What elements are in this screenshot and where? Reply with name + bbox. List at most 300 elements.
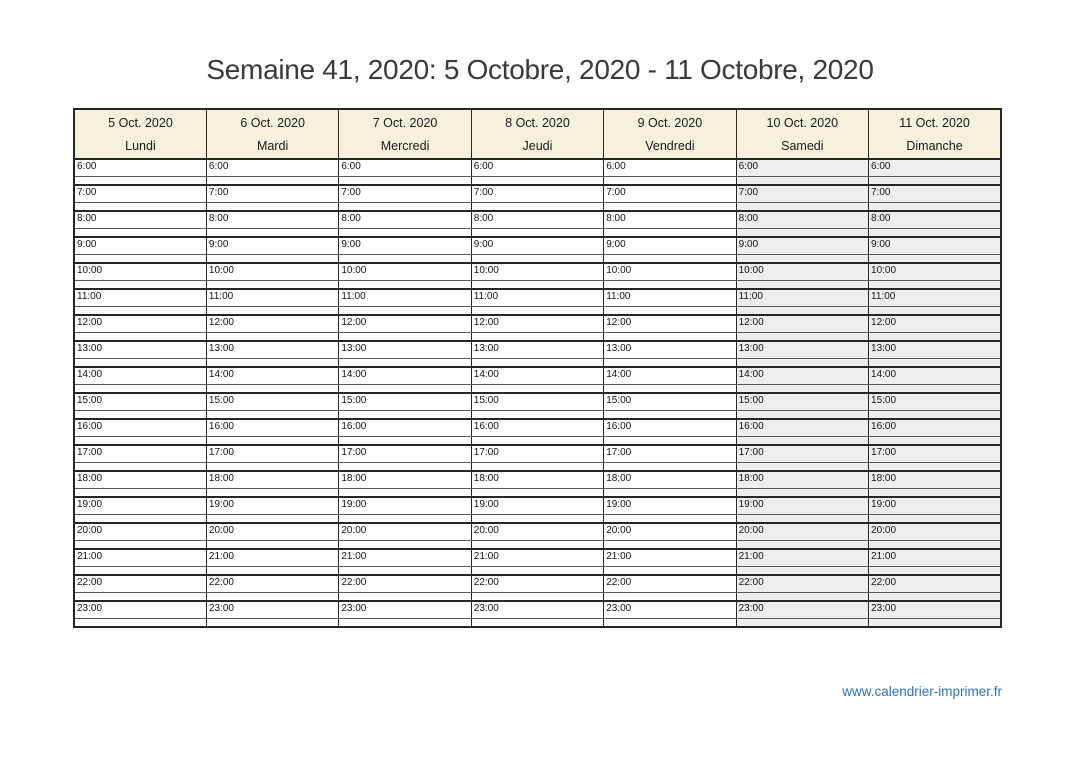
slot-cell <box>471 332 603 341</box>
slot-cell <box>736 228 868 237</box>
time-cell <box>869 315 1001 332</box>
time-label: 8:00 <box>871 213 891 224</box>
slot-cell <box>869 592 1001 601</box>
slot-cell <box>339 176 471 185</box>
day-header-date: 5 Oct. 2020 <box>108 116 173 130</box>
time-label: 12:00 <box>341 317 367 328</box>
hour-slot-row <box>74 280 1001 289</box>
slot-cell <box>869 566 1001 575</box>
slot-cell <box>869 462 1001 471</box>
time-label: 19:00 <box>606 499 632 510</box>
slot-cell <box>869 228 1001 237</box>
time-label: 7:00 <box>606 187 626 198</box>
slot-cell <box>339 202 471 211</box>
hour-slot-row <box>74 176 1001 185</box>
hour-slot-row <box>74 462 1001 471</box>
hour-label-row <box>74 471 1001 488</box>
day-header-date: 10 Oct. 2020 <box>766 116 839 130</box>
time-label: 17:00 <box>738 447 764 458</box>
slot-cell <box>74 514 206 523</box>
time-cell <box>869 445 1001 462</box>
time-label: 6:00 <box>606 161 626 172</box>
time-cell <box>869 263 1001 280</box>
slot-cell <box>604 332 736 341</box>
time-label: 15:00 <box>77 395 103 406</box>
time-label: 12:00 <box>208 317 234 328</box>
time-cell <box>736 497 868 514</box>
time-cell <box>604 419 736 436</box>
time-cell <box>604 289 736 306</box>
time-cell <box>604 497 736 514</box>
time-label: 9:00 <box>606 239 626 250</box>
time-cell <box>74 419 206 436</box>
day-header-samedi <box>736 109 868 159</box>
time-cell <box>339 419 471 436</box>
time-label: 9:00 <box>473 239 494 250</box>
slot-cell <box>869 358 1001 367</box>
time-cell <box>206 393 338 410</box>
time-label: 15:00 <box>208 395 234 406</box>
time-label: 17:00 <box>341 447 367 458</box>
hour-slot-row <box>74 358 1001 367</box>
slot-cell <box>206 384 338 393</box>
time-cell <box>206 471 338 488</box>
slot-cell <box>339 332 471 341</box>
time-label: 8:00 <box>606 213 626 224</box>
day-header-lundi <box>74 109 206 159</box>
day-header-name: Vendredi <box>645 139 695 153</box>
time-cell <box>206 237 338 254</box>
time-label: 23:00 <box>341 603 367 614</box>
time-label: 15:00 <box>871 395 897 406</box>
time-cell <box>604 315 736 332</box>
time-cell <box>339 263 471 280</box>
slot-cell <box>736 540 868 549</box>
time-cell <box>869 393 1001 410</box>
hour-label-row <box>74 419 1001 436</box>
time-cell <box>604 575 736 592</box>
time-cell <box>74 367 206 384</box>
time-label: 13:00 <box>606 343 632 354</box>
time-cell <box>736 575 868 592</box>
time-cell <box>604 211 736 228</box>
time-label: 14:00 <box>341 369 367 380</box>
hour-label-row <box>74 445 1001 462</box>
time-label: 18:00 <box>341 473 367 484</box>
time-cell <box>736 393 868 410</box>
time-label: 11:00 <box>871 291 896 302</box>
day-header-date: 6 Oct. 2020 <box>240 116 305 130</box>
time-cell <box>74 445 206 462</box>
slot-cell <box>339 254 471 263</box>
slot-cell <box>869 436 1001 445</box>
time-cell <box>471 211 603 228</box>
time-label: 22:00 <box>871 577 897 588</box>
page-title: Semaine 41, 2020: 5 Octobre, 2020 - 11 Octobre, 2020 <box>206 54 874 85</box>
time-cell <box>604 445 736 462</box>
day-header-name: Jeudi <box>522 139 553 153</box>
slot-cell <box>604 436 736 445</box>
time-label: 16:00 <box>77 421 103 432</box>
time-label: 20:00 <box>738 525 764 536</box>
time-cell <box>339 601 471 618</box>
time-label: 22:00 <box>208 577 234 588</box>
time-cell <box>339 445 471 462</box>
time-label: 15:00 <box>606 395 632 406</box>
time-cell <box>471 601 603 618</box>
day-header-row <box>74 109 1001 159</box>
time-cell <box>604 185 736 202</box>
time-label: 18:00 <box>871 473 897 484</box>
slot-cell <box>736 254 868 263</box>
slot-cell <box>471 384 603 393</box>
time-label: 22:00 <box>473 577 499 588</box>
time-cell <box>736 549 868 566</box>
time-label: 6:00 <box>77 161 97 172</box>
slot-cell <box>604 410 736 419</box>
time-cell <box>339 237 471 254</box>
hour-label-row <box>74 211 1001 228</box>
time-cell <box>604 549 736 566</box>
slot-cell <box>471 436 603 445</box>
time-label: 13:00 <box>341 343 367 354</box>
time-label: 10:00 <box>77 265 103 276</box>
day-header-name: Lundi <box>125 139 156 153</box>
time-cell <box>339 341 471 358</box>
time-label: 10:00 <box>473 265 499 276</box>
time-label: 15:00 <box>738 395 764 406</box>
time-label: 11:00 <box>341 291 366 302</box>
time-cell <box>736 315 868 332</box>
time-cell <box>74 315 206 332</box>
slot-cell <box>471 254 603 263</box>
time-cell <box>206 185 338 202</box>
time-cell <box>339 185 471 202</box>
time-cell <box>206 497 338 514</box>
slot-cell <box>471 176 603 185</box>
time-label: 6:00 <box>473 161 494 172</box>
time-label: 20:00 <box>606 525 632 536</box>
slot-cell <box>206 228 338 237</box>
time-cell <box>869 185 1001 202</box>
slot-cell <box>471 488 603 497</box>
time-label: 19:00 <box>341 499 367 510</box>
time-label: 14:00 <box>77 369 103 380</box>
footer-link[interactable]: www.calendrier-imprimer.fr <box>842 684 1002 699</box>
time-cell <box>736 445 868 462</box>
time-cell <box>471 445 603 462</box>
slot-cell <box>736 358 868 367</box>
slot-cell <box>74 254 206 263</box>
time-cell <box>471 393 603 410</box>
day-header-vendredi <box>604 109 736 159</box>
time-cell <box>339 523 471 540</box>
day-header-date: 7 Oct. 2020 <box>372 116 438 130</box>
time-cell <box>339 289 471 306</box>
time-label: 22:00 <box>738 577 764 588</box>
time-label: 21:00 <box>738 551 764 562</box>
slot-cell <box>736 202 868 211</box>
time-cell <box>869 211 1001 228</box>
time-cell <box>206 367 338 384</box>
hour-label-row <box>74 263 1001 280</box>
time-cell <box>471 523 603 540</box>
time-label: 12:00 <box>738 317 764 328</box>
time-cell <box>869 159 1001 176</box>
time-label: 10:00 <box>606 265 632 276</box>
time-label: 20:00 <box>341 525 367 536</box>
slot-cell <box>74 618 206 627</box>
day-header-name: Mardi <box>257 139 289 153</box>
time-label: 11:00 <box>208 291 234 302</box>
slot-cell <box>206 462 338 471</box>
slot-cell <box>471 410 603 419</box>
slot-cell <box>471 566 603 575</box>
slot-cell <box>74 566 206 575</box>
hour-slot-row <box>74 618 1001 627</box>
time-label: 18:00 <box>738 473 764 484</box>
slot-cell <box>74 384 206 393</box>
time-cell <box>339 367 471 384</box>
time-cell <box>74 497 206 514</box>
slot-cell <box>604 306 736 315</box>
time-label: 7:00 <box>208 187 229 198</box>
slot-cell <box>339 618 471 627</box>
slot-cell <box>471 202 603 211</box>
slot-cell <box>471 540 603 549</box>
hour-slot-row <box>74 254 1001 263</box>
time-cell <box>471 549 603 566</box>
slot-cell <box>869 540 1001 549</box>
time-cell <box>471 263 603 280</box>
time-label: 18:00 <box>77 473 103 484</box>
slot-cell <box>339 280 471 289</box>
hour-slot-row <box>74 410 1001 419</box>
time-cell <box>869 497 1001 514</box>
time-label: 12:00 <box>77 317 103 328</box>
time-cell <box>869 341 1001 358</box>
slot-cell <box>869 202 1001 211</box>
time-label: 23:00 <box>606 603 632 614</box>
slot-cell <box>206 306 338 315</box>
time-label: 7:00 <box>77 187 97 198</box>
slot-cell <box>206 254 338 263</box>
time-cell <box>339 393 471 410</box>
time-cell <box>869 471 1001 488</box>
slot-cell <box>339 566 471 575</box>
time-label: 12:00 <box>473 317 499 328</box>
slot-cell <box>206 592 338 601</box>
time-cell <box>736 237 868 254</box>
time-label: 16:00 <box>341 421 367 432</box>
time-label: 16:00 <box>606 421 632 432</box>
hour-label-row <box>74 497 1001 514</box>
slot-cell <box>869 514 1001 523</box>
time-label: 20:00 <box>208 525 234 536</box>
time-label: 17:00 <box>208 447 234 458</box>
time-cell <box>74 393 206 410</box>
time-label: 15:00 <box>341 395 367 406</box>
slot-cell <box>74 228 206 237</box>
time-label: 16:00 <box>738 421 764 432</box>
slot-cell <box>74 462 206 471</box>
hour-label-row <box>74 523 1001 540</box>
hour-label-row <box>74 367 1001 384</box>
slot-cell <box>736 306 868 315</box>
time-label: 21:00 <box>871 551 897 562</box>
slot-cell <box>339 540 471 549</box>
time-label: 19:00 <box>473 499 499 510</box>
hour-slot-row <box>74 202 1001 211</box>
time-label: 15:00 <box>473 395 499 406</box>
hour-label-row <box>74 315 1001 332</box>
hour-slot-row <box>74 436 1001 445</box>
time-label: 23:00 <box>473 603 499 614</box>
time-cell <box>339 549 471 566</box>
time-label: 14:00 <box>473 369 499 380</box>
slot-cell <box>604 228 736 237</box>
time-cell <box>74 575 206 592</box>
day-header-date: 9 Oct. 2020 <box>637 116 703 130</box>
time-label: 23:00 <box>871 603 897 614</box>
time-label: 10:00 <box>738 265 764 276</box>
slot-cell <box>471 306 603 315</box>
time-cell <box>736 289 868 306</box>
day-header-name: Dimanche <box>906 139 963 153</box>
slot-cell <box>471 462 603 471</box>
time-cell <box>736 601 868 618</box>
time-label: 13:00 <box>77 343 103 354</box>
time-cell <box>74 523 206 540</box>
time-cell <box>736 471 868 488</box>
time-label: 10:00 <box>208 265 234 276</box>
time-cell <box>206 289 338 306</box>
slot-cell <box>74 358 206 367</box>
time-cell <box>604 393 736 410</box>
slot-cell <box>74 540 206 549</box>
time-cell <box>604 471 736 488</box>
slot-cell <box>604 462 736 471</box>
hour-slot-row <box>74 592 1001 601</box>
time-label: 7:00 <box>473 187 494 198</box>
time-cell <box>74 185 206 202</box>
time-label: 9:00 <box>208 239 229 250</box>
slot-cell <box>339 306 471 315</box>
time-label: 19:00 <box>738 499 764 510</box>
time-label: 19:00 <box>77 499 103 510</box>
slot-cell <box>206 176 338 185</box>
slot-cell <box>339 358 471 367</box>
slot-cell <box>736 618 868 627</box>
time-cell <box>736 159 868 176</box>
slot-cell <box>206 566 338 575</box>
slot-cell <box>736 280 868 289</box>
time-cell <box>471 497 603 514</box>
time-label: 16:00 <box>871 421 897 432</box>
time-cell <box>869 289 1001 306</box>
time-cell <box>736 341 868 358</box>
time-cell <box>736 367 868 384</box>
hour-slot-row <box>74 566 1001 575</box>
time-label: 6:00 <box>341 161 361 172</box>
time-cell <box>206 549 338 566</box>
slot-cell <box>206 358 338 367</box>
time-cell <box>471 185 603 202</box>
slot-cell <box>604 254 736 263</box>
slot-cell <box>74 176 206 185</box>
slot-cell <box>869 410 1001 419</box>
time-cell <box>339 211 471 228</box>
time-label: 8:00 <box>473 213 494 224</box>
slot-cell <box>869 332 1001 341</box>
slot-cell <box>869 384 1001 393</box>
time-label: 23:00 <box>208 603 234 614</box>
slot-cell <box>604 566 736 575</box>
day-header-jeudi <box>471 109 603 159</box>
time-label: 16:00 <box>208 421 234 432</box>
time-label: 11:00 <box>77 291 102 302</box>
time-label: 22:00 <box>341 577 367 588</box>
slot-cell <box>206 540 338 549</box>
time-label: 9:00 <box>871 239 891 250</box>
slot-cell <box>869 306 1001 315</box>
time-label: 14:00 <box>606 369 632 380</box>
time-cell <box>471 575 603 592</box>
slot-cell <box>206 410 338 419</box>
slot-cell <box>471 514 603 523</box>
slot-cell <box>339 410 471 419</box>
slot-cell <box>604 540 736 549</box>
hour-slot-row <box>74 488 1001 497</box>
slot-cell <box>736 176 868 185</box>
slot-cell <box>604 488 736 497</box>
slot-cell <box>339 228 471 237</box>
time-cell <box>74 159 206 176</box>
slot-cell <box>869 176 1001 185</box>
time-label: 13:00 <box>871 343 897 354</box>
time-cell <box>736 185 868 202</box>
time-label: 7:00 <box>738 187 759 198</box>
time-label: 17:00 <box>871 447 897 458</box>
slot-cell <box>736 332 868 341</box>
time-label: 20:00 <box>77 525 103 536</box>
time-label: 12:00 <box>606 317 632 328</box>
time-label: 21:00 <box>77 551 103 562</box>
slot-cell <box>736 384 868 393</box>
day-header-dimanche <box>869 109 1001 159</box>
time-cell <box>339 159 471 176</box>
slot-cell <box>74 202 206 211</box>
slot-cell <box>74 592 206 601</box>
time-cell <box>869 549 1001 566</box>
slot-cell <box>736 462 868 471</box>
slot-cell <box>206 514 338 523</box>
slot-cell <box>206 280 338 289</box>
time-cell <box>604 237 736 254</box>
slot-cell <box>736 566 868 575</box>
slot-cell <box>869 488 1001 497</box>
time-cell <box>206 341 338 358</box>
time-cell <box>869 601 1001 618</box>
hour-slot-row <box>74 306 1001 315</box>
time-cell <box>74 289 206 306</box>
time-cell <box>736 211 868 228</box>
slot-cell <box>471 618 603 627</box>
time-cell <box>74 211 206 228</box>
hour-label-row <box>74 341 1001 358</box>
time-cell <box>471 159 603 176</box>
time-label: 21:00 <box>606 551 632 562</box>
